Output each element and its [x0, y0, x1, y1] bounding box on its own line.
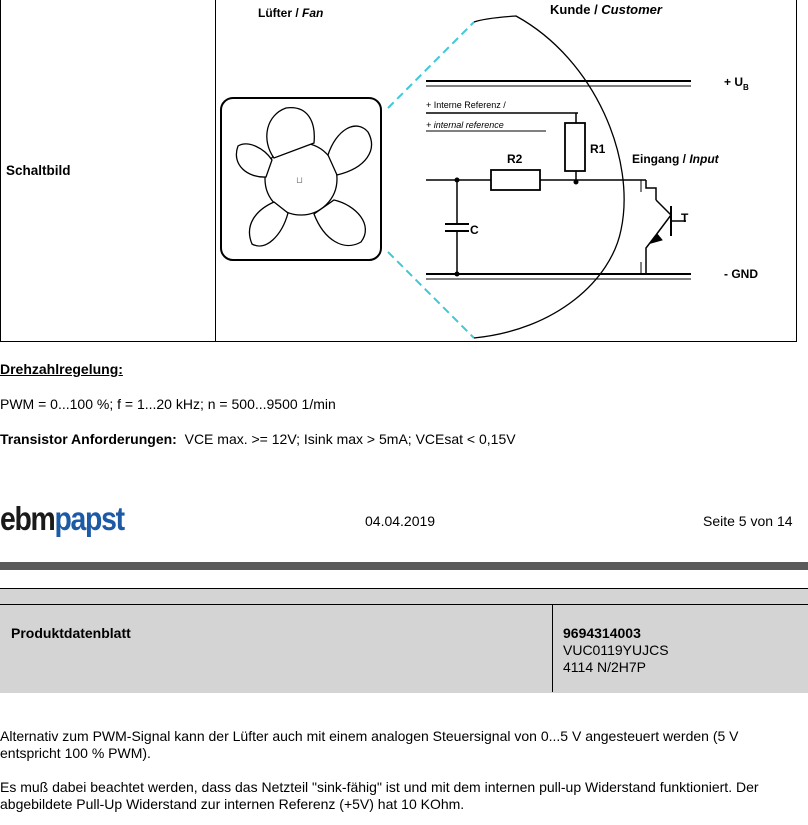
footer-date: 04.04.2019	[365, 513, 436, 529]
transistor-label: Transistor Anforderungen:	[0, 431, 177, 447]
page-number: Seite 5 von 14	[703, 513, 793, 529]
transistor-t	[641, 180, 686, 274]
product-header-divider	[552, 604, 553, 692]
supply-label: + $U_B$	[724, 75, 749, 92]
transistor-text: VCE max. >= 12V; Isink max > 5mA; VCEsat < 0,15V	[176, 431, 516, 447]
paragraph-analog-signal: Alternativ zum PWM-Signal kann der Lüfter auch mit einem analogen Steuersignal von 0...5 V angesteuert werden (5 V entspricht 100 % PWM).	[0, 728, 739, 761]
product-model: VUC0119YUJCS	[563, 642, 669, 658]
circuit-diagram	[216, 0, 796, 342]
fan-hub-mark: ⊔	[296, 175, 304, 185]
paragraph-sink-capable: Es muß dabei beachtet werden, dass das Netzteil "sink-fähig" ist und mit dem internen pull-up Widerstand funktioniert. Der abgebildete Pull-Up Widerstand zur internen Referenz (+5V) hat 10 KOhm.	[0, 779, 759, 812]
customer-label: Kunde / Customer	[550, 2, 662, 17]
resistor-r2	[491, 170, 540, 190]
c-label: C	[470, 223, 479, 237]
pwm-spec: PWM = 0...100 %; f = 1...20 kHz; n = 500...9500 1/min	[0, 396, 336, 412]
resistor-r1	[565, 123, 585, 171]
product-code: 4114 N/2H7P	[563, 659, 647, 675]
speed-control-heading: Drehzahlregelung:	[0, 361, 123, 377]
product-header-line	[0, 604, 808, 605]
product-number: 9694314003	[563, 625, 641, 641]
fan-label: Lüfter / Fan	[258, 6, 324, 20]
boundary-line-top	[388, 22, 474, 108]
input-label: Eingang / Input	[632, 152, 719, 166]
page-separator-bar	[0, 562, 808, 570]
schaltbild-label: Schaltbild	[6, 163, 71, 178]
r2-label: R2	[507, 152, 523, 166]
t-label: T	[681, 211, 689, 225]
boundary-line-bottom	[388, 252, 474, 338]
transistor-requirements	[0, 431, 516, 447]
product-datasheet-label: Produktdatenblatt	[11, 625, 131, 641]
ebmpapst-logo: ebmpapst	[0, 500, 124, 537]
internal-ref-label-de: + Interne Referenz /	[426, 100, 506, 110]
internal-ref-label-en: + internal reference	[426, 120, 504, 130]
gnd-label: - GND	[724, 267, 758, 281]
r1-label: R1	[590, 142, 606, 156]
